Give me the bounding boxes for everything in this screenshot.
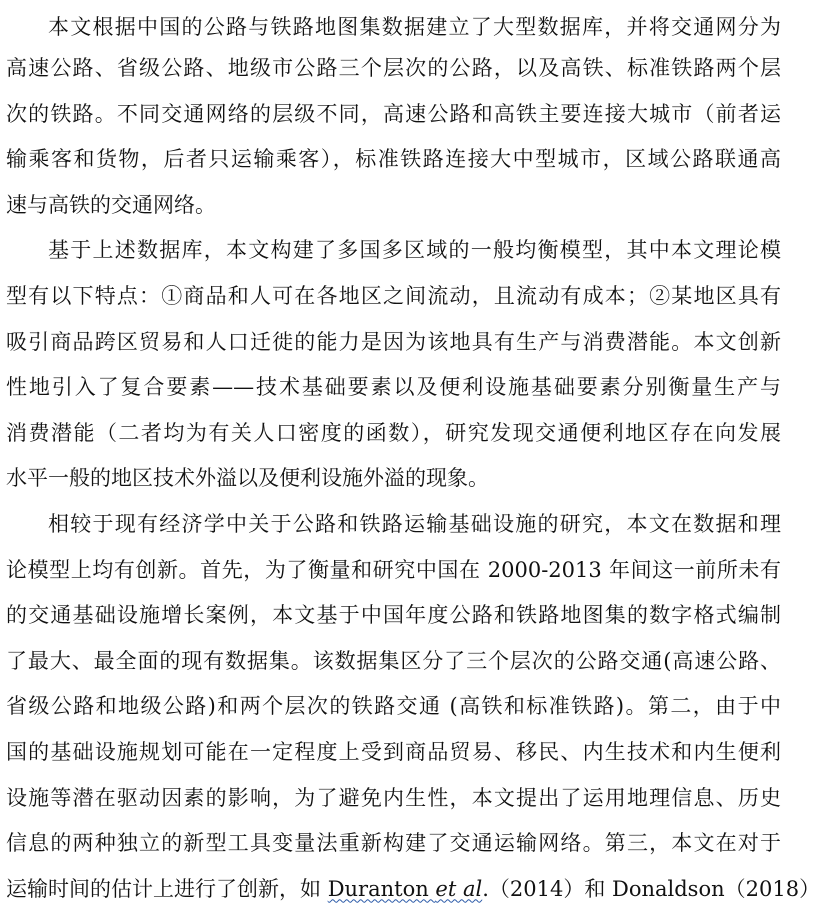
text-line-final	[6, 867, 820, 912]
paragraph-equilibrium-model	[6, 228, 781, 502]
text-line: 省级公路和地级公路)和两个层次的铁路交通 (高铁和标准铁路)。第二，由于中	[6, 694, 781, 719]
text-line: 信息的两种独立的新型工具变量法重新构建了交通运输网络。第三，本文在对于	[6, 831, 781, 856]
text-line: 消费潜能（二者均为有关人口密度的函数），研究发现交通便利地区存在向发展	[6, 420, 781, 445]
text-line: 输乘客和货物，后者只运输乘客），标准铁路连接大中型城市，区域公路联通高	[6, 147, 781, 172]
text-line: 了最大、最全面的现有数据集。该数据集区分了三个层次的公路交通(高速公路、	[6, 648, 781, 673]
text-line: 基于上述数据库，本文构建了多国多区域的一般均衡模型，其中本文理论模	[48, 238, 781, 263]
text-line: 速与高铁的交通网络。	[6, 192, 216, 217]
text-fragment: 运输时间的估计上进行了创新，如	[6, 876, 328, 901]
text-line: 论模型上均有创新。首先，为了衡量和研究中国在 2000-2013 年间这一前所未有	[6, 557, 781, 582]
citation-author: Duranton	[327, 876, 436, 901]
text-line: 型有以下特点：①商品和人可在各地区之间流动，且流动有成本；②某地区具有	[6, 283, 781, 308]
citation-duranton	[328, 877, 483, 901]
citation-year-and-next: .（2014）和 Donaldson（2018）	[482, 876, 820, 901]
paragraph-transport-database	[6, 0, 781, 228]
paragraph-contributions	[6, 502, 820, 912]
text-line: 本文根据中国的公路与铁路地图集数据建立了大型数据库，并将交通网分为	[48, 15, 781, 39]
text-line: 国的基础设施规划可能在一定程度上受到商品贸易、移民、内生技术和内生便利	[6, 739, 781, 764]
text-line: 吸引商品跨区贸易和人口迁徙的能力是因为该地具有生产与消费潜能。本文创新	[6, 329, 781, 354]
text-line: 次的铁路。不同交通网络的层级不同，高速公路和高铁主要连接大城市（前者运	[6, 101, 781, 126]
text-line: 设施等潜在驱动因素的影响，为了避免内生性，本文提出了运用地理信息、历史	[6, 785, 781, 810]
text-line: 水平一般的地区技术外溢以及便利设施外溢的现象。	[6, 466, 489, 491]
text-line: 高速公路、省级公路、地级市公路三个层次的公路，以及高铁、标准铁路两个层	[6, 56, 781, 80]
citation-etal: et al	[435, 876, 483, 901]
text-line: 相较于现有经济学中关于公路和铁路运输基础设施的研究，本文在数据和理	[48, 511, 781, 536]
text-line: 性地引入了复合要素——技术基础要素以及便利设施基础要素分别衡量生产与	[6, 375, 781, 400]
text-line: 的交通基础设施增长案例，本文基于中国年度公路和铁路地图集的数字格式编制	[6, 603, 781, 628]
